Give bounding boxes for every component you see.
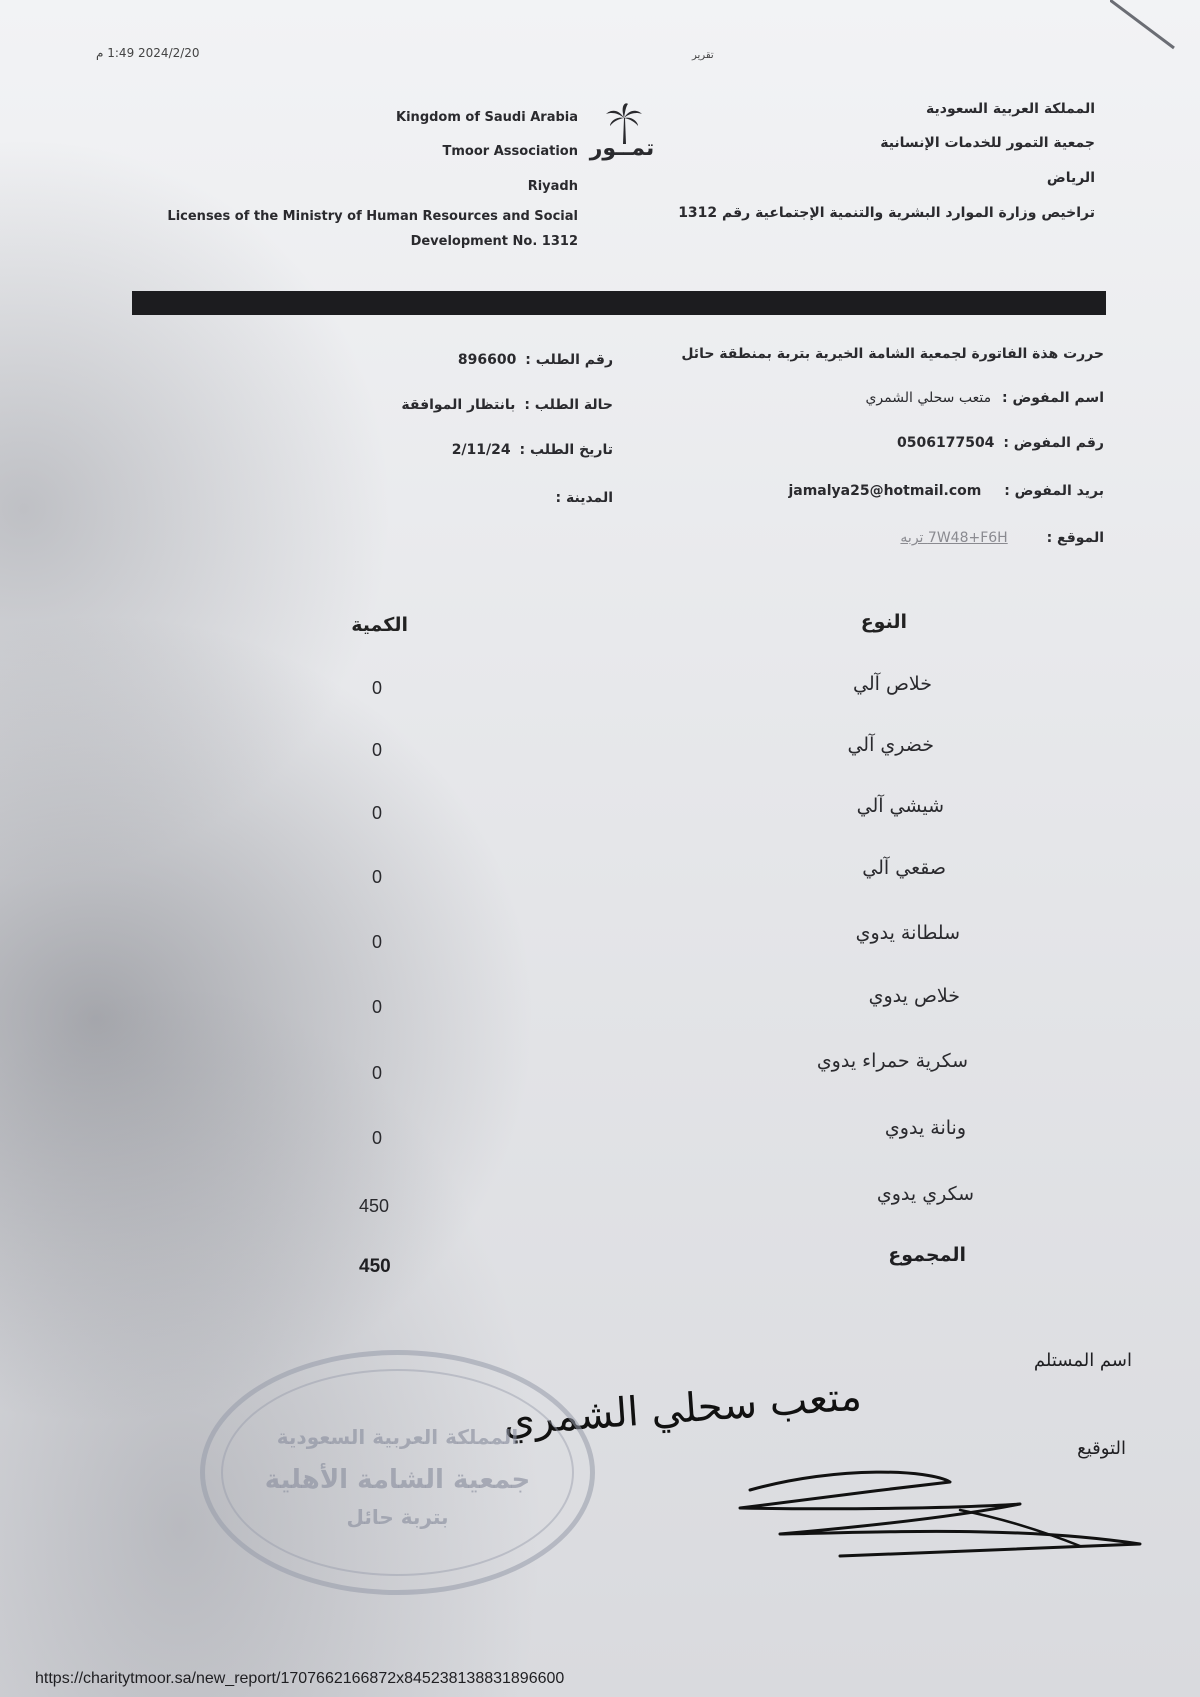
delegate-phone-label: رقم المفوض : (1003, 435, 1104, 451)
delegate-name-value: متعب سحلي الشمري (865, 390, 992, 406)
total-value: 450 (359, 1256, 391, 1277)
product-qty: 0 (372, 740, 383, 760)
total-label: المجموع (888, 1244, 966, 1266)
signature-label: التوقيع (1077, 1438, 1126, 1459)
delegate-email-row (788, 483, 1104, 499)
location-value[interactable]: 7W48+F6H تربه (900, 530, 1008, 546)
delegate-name-row (865, 390, 1104, 406)
signature-scribble (720, 1460, 1150, 1570)
delegate-name-label: اسم المفوض : (1001, 390, 1104, 406)
delegate-phone-row (897, 435, 1104, 451)
request-date-label: تاريخ الطلب : (519, 442, 613, 458)
delegate-email-label: بريد المفوض : (1004, 483, 1104, 499)
delegate-phone-value: 0506177504 (897, 435, 995, 451)
org-ar-line1: المملكة العربية السعودية (926, 101, 1095, 117)
header-separator-bar (132, 291, 1106, 315)
stamp-line3: بتربة حائل (346, 1505, 449, 1529)
product-qty: 0 (372, 1063, 383, 1083)
receiver-name-handwritten: متعب سحلي الشمري (501, 1373, 864, 1445)
org-en-line1: Kingdom of Saudi Arabia (396, 110, 578, 125)
receiver-name-label: اسم المستلم (1033, 1350, 1132, 1371)
product-qty: 0 (372, 867, 383, 887)
footer-url[interactable]: https://charitytmoor.sa/new_report/1707662166872x845238138831896600 (35, 1670, 565, 1687)
request-no-label: رقم الطلب : (525, 352, 613, 368)
product-type: سكرية حمراء يدوي (816, 1050, 968, 1072)
org-en-line4: Licenses of the Ministry of Human Resources and Social (167, 209, 578, 224)
org-ar-line4: تراخيص وزارة الموارد البشرية والتنمية الإجتماعية رقم 1312 (678, 205, 1095, 221)
product-type: ونانة يدوي (884, 1117, 966, 1139)
request-no-row (458, 352, 613, 368)
request-date-value: 2/11/24 (451, 442, 511, 458)
logo-text: تمــور (589, 136, 655, 161)
org-ar-line2: جمعية التمور للخدمات الإنسانية (880, 135, 1095, 151)
product-type: خضري آلي (847, 734, 934, 756)
request-no-value: 896600 (457, 352, 517, 368)
location-row (900, 530, 1104, 546)
product-type: سكري يدوي (876, 1183, 974, 1205)
product-qty: 0 (372, 997, 383, 1017)
association-logo (582, 102, 662, 172)
org-en-line2: Tmoor Association (442, 144, 578, 159)
print-timestamp-text: 2024/2/20 1:49 م (96, 46, 200, 60)
product-type: خلاص آلي (853, 673, 932, 695)
column-header-type: النوع (860, 611, 907, 633)
product-type: شيشي آلي (856, 795, 944, 817)
stamp-line1: المملكة العربية السعودية (276, 1425, 519, 1449)
city-label: المدينة : (555, 490, 613, 506)
request-date-row (452, 442, 613, 458)
product-qty: 0 (372, 678, 383, 698)
print-page-title: تقرير (692, 50, 714, 61)
column-header-qty: الكمية (351, 614, 408, 636)
product-qty: 450 (359, 1196, 390, 1216)
product-type: سلطانة يدوي (855, 922, 960, 944)
stamp-line2: جمعية الشامة الأهلية (264, 1465, 531, 1495)
product-qty: 0 (372, 803, 383, 823)
product-qty: 0 (372, 1128, 383, 1148)
corner-pen-mark (1110, 0, 1190, 60)
location-label: الموقع : (1046, 530, 1104, 546)
product-qty: 0 (372, 932, 383, 952)
request-status-row (401, 397, 613, 413)
org-en-line5: Development No. 1312 (410, 234, 578, 249)
org-ar-line3: الرياض (1046, 170, 1095, 186)
request-status-label: حالة الطلب : (524, 397, 613, 413)
product-type: صقعي آلي (862, 857, 946, 879)
org-en-line3: Riyadh (527, 179, 578, 194)
association-stamp (200, 1350, 595, 1595)
invoice-issued-for: حررت هذة الفاتورة لجمعية الشامة الخيرية بتربة بمنطقة حائل (681, 346, 1104, 362)
delegate-email-value[interactable]: jamalya25@hotmail.com (788, 483, 982, 499)
request-status-value: بانتظار الموافقة (401, 397, 516, 413)
print-timestamp (96, 46, 200, 60)
city-row (556, 490, 613, 506)
product-type: خلاص يدوي (868, 985, 960, 1007)
